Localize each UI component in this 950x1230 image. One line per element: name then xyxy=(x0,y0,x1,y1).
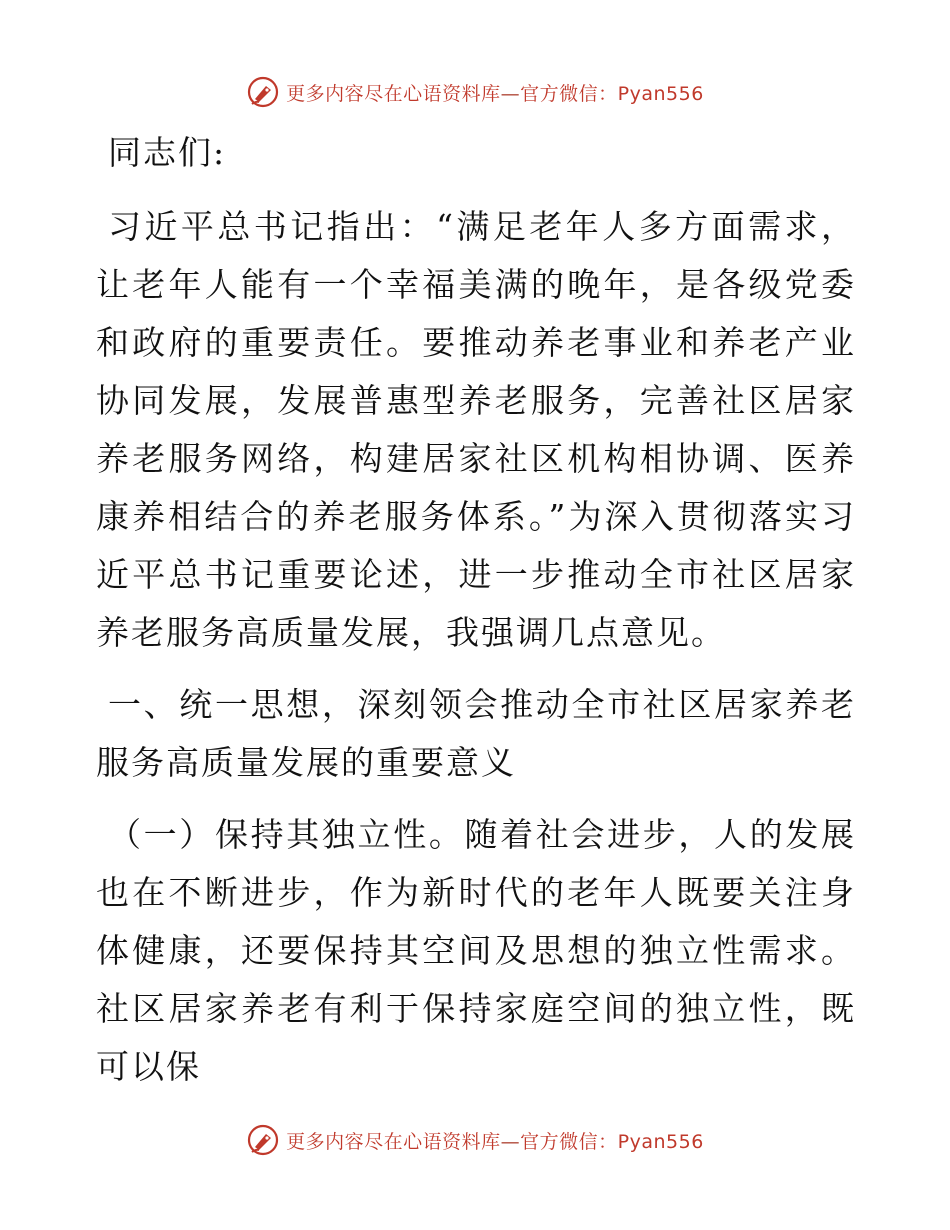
header-watermark xyxy=(0,72,950,112)
watermark-text: 更多内容尽在心语资料库—官方微信：Pyan556 xyxy=(286,1130,704,1153)
pen-nib-icon xyxy=(246,75,280,109)
footer-watermark xyxy=(0,1120,950,1160)
paragraph-subsection: （一）保持其独立性。随着社会进步，人的发展也在不断进步，作为新时代的老年人既要关注身体健康，还要保持其空间及思想的独立性需求。社区居家养老有利于保持家庭空间的独立性，既可以保 xyxy=(96,815,856,1086)
pen-nib-icon xyxy=(246,1123,280,1157)
greeting: 同志们: xyxy=(108,133,227,172)
paragraph-intro: 习近平总书记指出：“满足老年人多方面需求，让老年人能有一个幸福美满的晚年，是各级党委和政府的重要责任。要推动养老事业和养老产业协同发展，发展普惠型养老服务，完善社区居家养老服务网络，构建居家社区机构相协调、医养康养相结合的养老服务体系。”为深入贯彻落实习近平总书记重要论述，进一步推动全市社区居家养老服务高质量发展，我强调几点意见。 xyxy=(96,207,856,652)
document-body xyxy=(96,120,856,1096)
section-heading: 一、统一思想，深刻领会推动全市社区居家养老服务高质量发展的重要意义 xyxy=(96,685,856,782)
watermark-text: 更多内容尽在心语资料库—官方微信：Pyan556 xyxy=(286,82,704,105)
